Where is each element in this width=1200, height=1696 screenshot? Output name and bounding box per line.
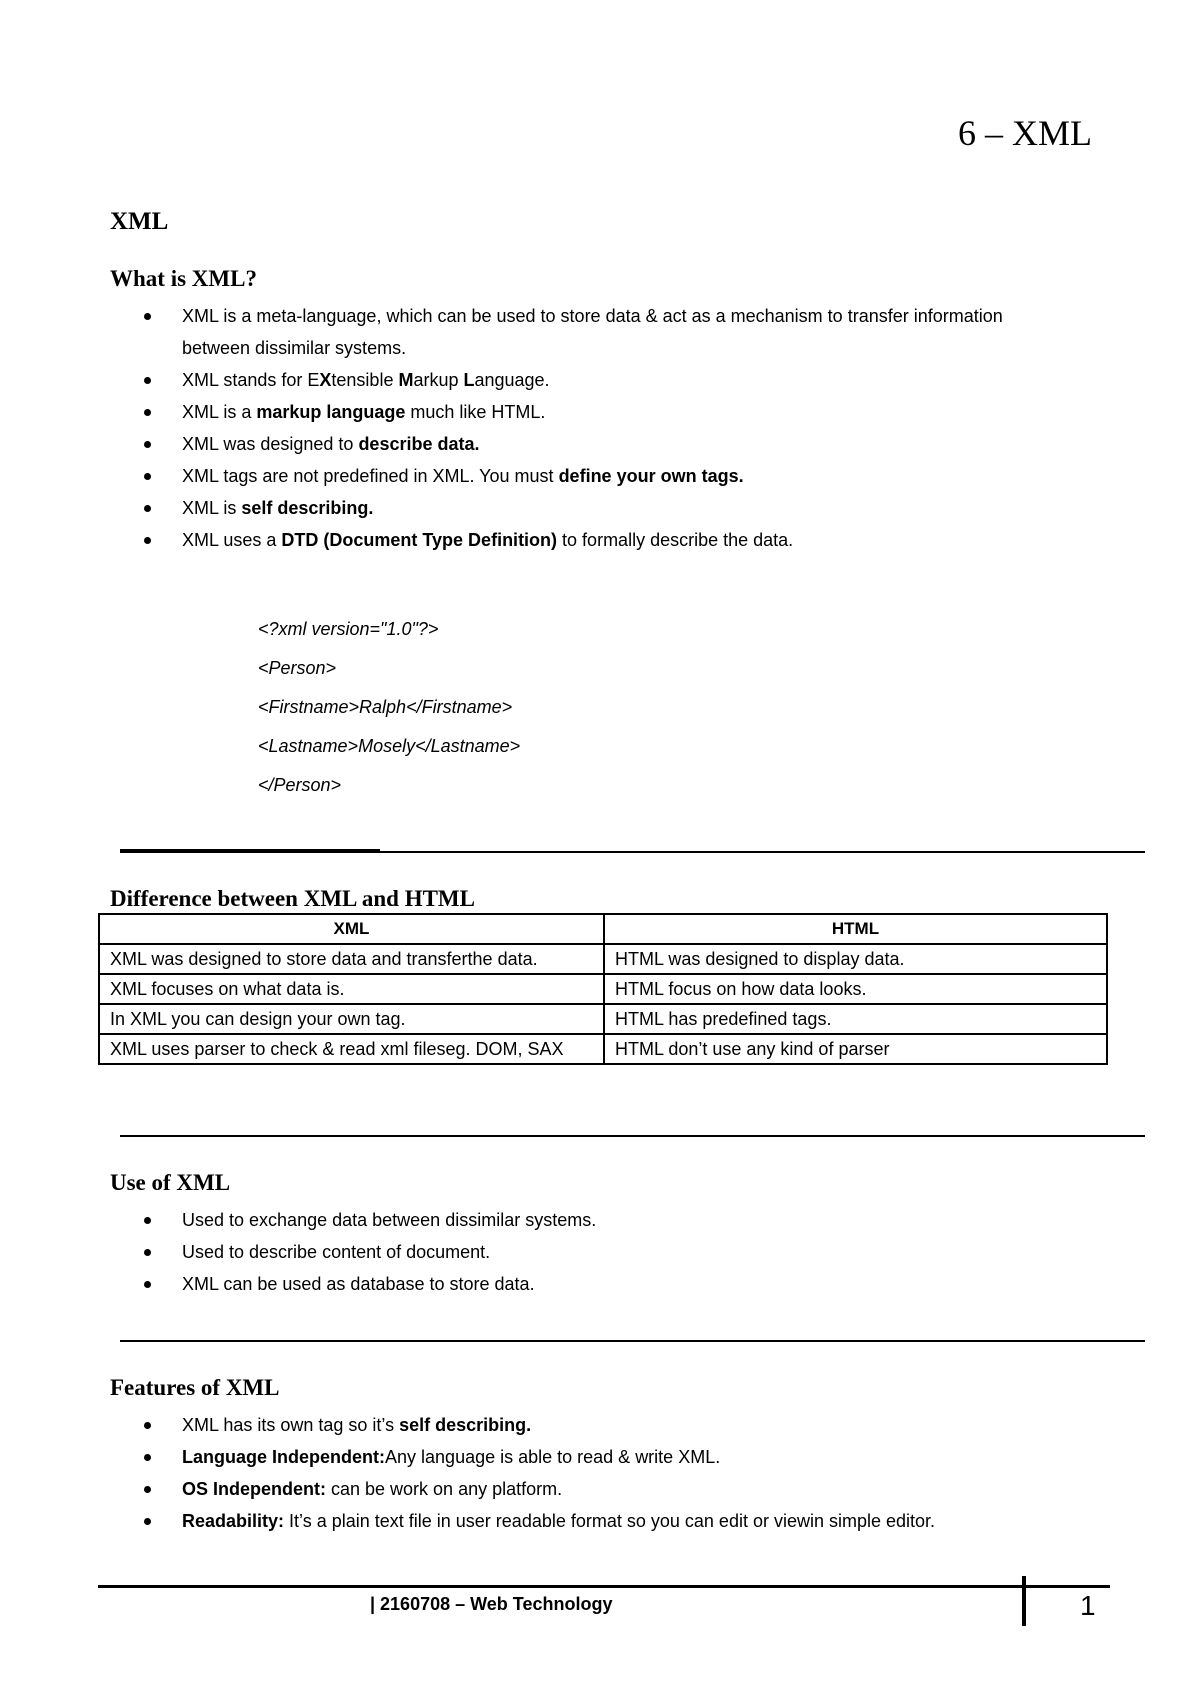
table-row bbox=[99, 1004, 1107, 1034]
text: Used to describe content of document. bbox=[182, 1242, 491, 1262]
text: It’s a plain text file in user readable format so you can edit or viewin simple editor. bbox=[284, 1511, 936, 1531]
section-divider bbox=[120, 1135, 1145, 1137]
page-number: 1 bbox=[1080, 1590, 1096, 1621]
comparison-table bbox=[98, 913, 1108, 1065]
bold-text: OS Independent: bbox=[182, 1479, 326, 1499]
list-item bbox=[142, 1409, 1042, 1441]
table-cell: HTML focus on how data looks. bbox=[604, 974, 1107, 1004]
main-heading: XML bbox=[110, 208, 169, 235]
what-is-xml-heading: What is XML? bbox=[110, 266, 257, 291]
column-header-html: HTML bbox=[604, 914, 1107, 944]
text: XML has its own tag so it’s bbox=[182, 1415, 400, 1435]
list-item bbox=[142, 460, 1042, 492]
table-row bbox=[99, 1034, 1107, 1064]
footer-separator bbox=[1022, 1576, 1026, 1626]
table-cell: XML was designed to store data and transferthe data. bbox=[99, 944, 604, 974]
list-item bbox=[142, 300, 1042, 364]
text: XML was designed to bbox=[182, 434, 359, 454]
list-item bbox=[142, 428, 1042, 460]
table-row bbox=[99, 944, 1107, 974]
list-item bbox=[142, 1268, 1042, 1300]
text: tensible bbox=[331, 370, 399, 390]
text: XML is a bbox=[182, 402, 257, 422]
table-cell: XML focuses on what data is. bbox=[99, 974, 604, 1004]
footer-course: | 2160708 – Web Technology bbox=[370, 1594, 613, 1614]
text: much like HTML. bbox=[405, 402, 546, 422]
code-line: <?xml version="1.0"?> bbox=[258, 619, 439, 639]
what-is-xml-list bbox=[142, 300, 1042, 556]
features-list bbox=[142, 1409, 1042, 1537]
list-item bbox=[142, 364, 1042, 396]
bold-text: describe data. bbox=[358, 434, 480, 454]
text: Used to exchange data between dissimilar systems. bbox=[182, 1210, 597, 1230]
text: arkup bbox=[413, 370, 464, 390]
table-header-row bbox=[99, 914, 1107, 944]
text: XML can be used as database to store data. bbox=[182, 1274, 535, 1294]
list-item bbox=[142, 396, 1042, 428]
text: to formally describe the data. bbox=[557, 530, 794, 550]
bold-text: X bbox=[319, 370, 332, 390]
table-cell: HTML don’t use any kind of parser bbox=[604, 1034, 1107, 1064]
bold-text: self describing. bbox=[241, 498, 374, 518]
text: XML is bbox=[182, 498, 242, 518]
list-item bbox=[142, 1505, 1042, 1537]
table-cell: HTML has predefined tags. bbox=[604, 1004, 1107, 1034]
text: XML uses a bbox=[182, 530, 282, 550]
list-item bbox=[142, 492, 1042, 524]
code-line: <Lastname>Mosely</Lastname> bbox=[258, 736, 521, 756]
xml-code-example bbox=[258, 610, 520, 805]
list-item bbox=[142, 1441, 1042, 1473]
difference-heading: Difference between XML and HTML bbox=[110, 886, 475, 911]
text: anguage. bbox=[474, 370, 550, 390]
bold-text: M bbox=[398, 370, 414, 390]
bold-text: Language Independent: bbox=[182, 1447, 386, 1467]
use-of-xml-list bbox=[142, 1204, 1042, 1300]
text: XML tags are not predefined in XML. You must bbox=[182, 466, 559, 486]
code-line: </Person> bbox=[258, 775, 342, 795]
table-cell: HTML was designed to display data. bbox=[604, 944, 1107, 974]
footer-rule bbox=[98, 1585, 1110, 1588]
bold-text: DTD (Document Type Definition) bbox=[281, 530, 558, 550]
text: Any language is able to read & write XML. bbox=[385, 1447, 721, 1467]
text: XML is a meta-language, which can be used to store data & act as a mechanism to transfer information between dissimilar systems. bbox=[182, 306, 1003, 358]
text: can be work on any platform. bbox=[326, 1479, 563, 1499]
chapter-title: 6 – XML bbox=[958, 113, 1092, 153]
section-divider bbox=[120, 851, 1145, 853]
bold-text: Readability: bbox=[182, 1511, 285, 1531]
table-cell: XML uses parser to check & read xml fileseg. DOM, SAX bbox=[99, 1034, 604, 1064]
list-item bbox=[142, 1204, 1042, 1236]
table-cell: In XML you can design your own tag. bbox=[99, 1004, 604, 1034]
code-line: <Person> bbox=[258, 658, 337, 678]
section-divider bbox=[120, 1340, 1145, 1342]
list-item bbox=[142, 1236, 1042, 1268]
features-heading: Features of XML bbox=[110, 1375, 280, 1400]
section-divider-accent bbox=[120, 849, 380, 851]
table-row bbox=[99, 974, 1107, 1004]
bold-text: self describing. bbox=[399, 1415, 532, 1435]
list-item bbox=[142, 1473, 1042, 1505]
list-item bbox=[142, 524, 1042, 556]
code-line: <Firstname>Ralph</Firstname> bbox=[258, 697, 513, 717]
column-header-xml: XML bbox=[99, 914, 604, 944]
use-of-xml-heading: Use of XML bbox=[110, 1170, 231, 1195]
text: XML stands for E bbox=[182, 370, 320, 390]
bold-text: define your own tags. bbox=[558, 466, 744, 486]
bold-text: markup language bbox=[256, 402, 406, 422]
bold-text: L bbox=[463, 370, 475, 390]
